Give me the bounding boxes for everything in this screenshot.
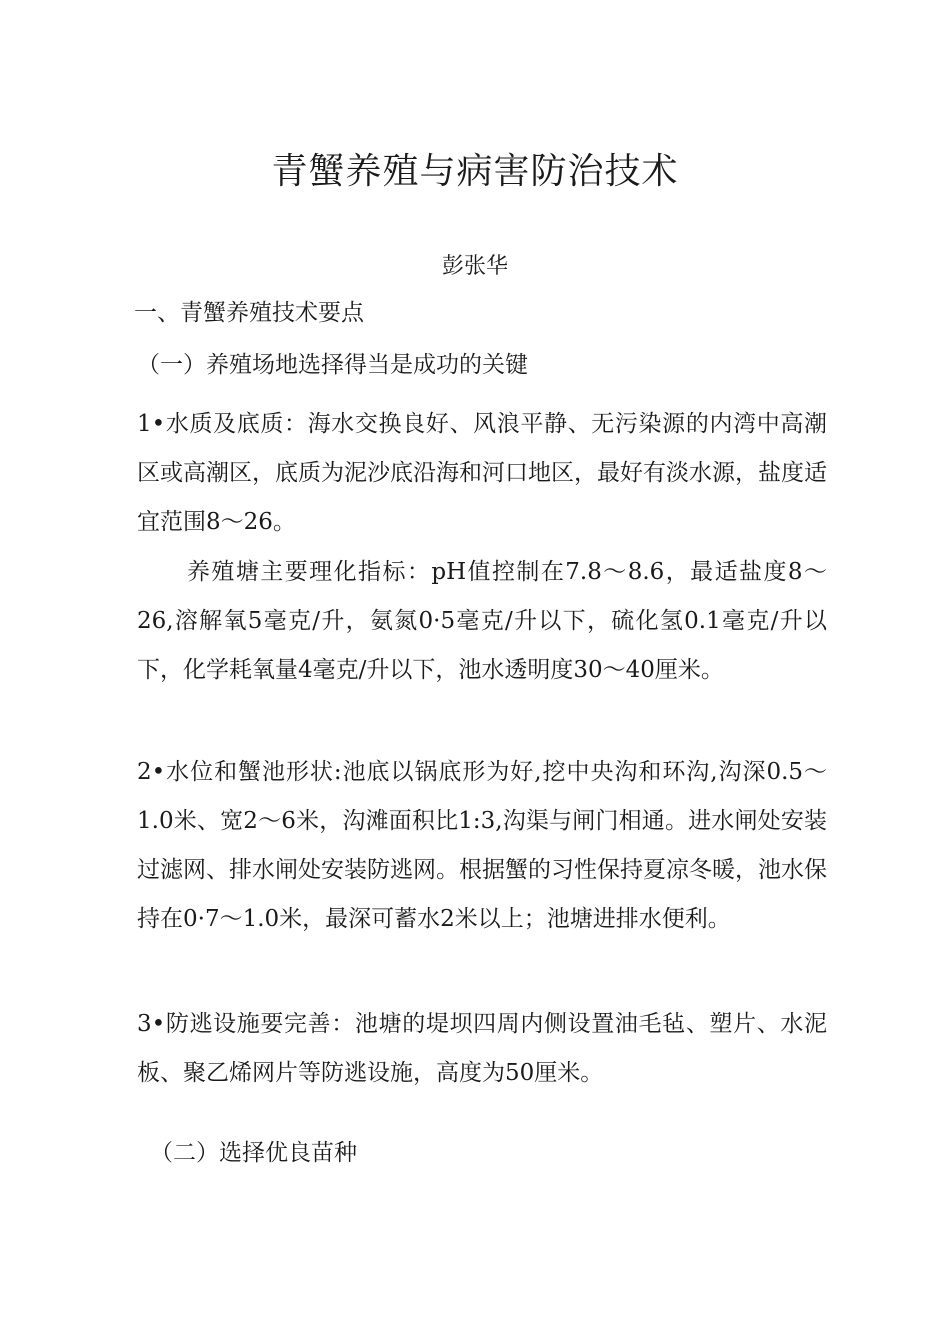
document-title: 青蟹养殖与病害防治技术	[271, 151, 679, 192]
document-author: 彭张华	[441, 254, 508, 279]
paragraph-water-level: 2•水位和蟹池形状:池底以锅底形为好,挖中央沟和环沟,沟深0.5〜1.0米、宽2〜6米，沟滩面积比1:3,沟渠与闸门相通。进水闸处安装过滤网、排水闸处安装防逃网。根据蟹的习性保持夏凉冬暖，池水保持在0·7〜1.0米，最深可蓄水2米以上；池塘进排水便利。	[137, 759, 827, 932]
subsection-heading: （一）养殖场地选择得当是成功的关键	[137, 352, 528, 378]
section-heading: 一、青蟹养殖技术要点	[134, 300, 364, 326]
subsection-heading-2: （二）选择优良苗种	[150, 1140, 357, 1166]
paragraph-water-quality: 1•水质及底质：海水交换良好、风浪平静、无污染源的内湾中高潮区或高潮区，底质为泥沙底沿海和河口地区，最好有淡水源，盐度适宜范围8〜26。	[137, 411, 827, 535]
paragraph-escape-prevention: 3•防逃设施要完善：池塘的堤坝四周内侧设置油毛毡、塑片、水泥板、聚乙烯网片等防逃设施，高度为50厘米。	[137, 1011, 827, 1086]
paragraph-indicators: 养殖塘主要理化指标：pH值控制在7.8〜8.6，最适盐度8〜26,溶解氧5毫克/升，氨氮0·5毫克/升以下，硫化氢0.1毫克/升以下，化学耗氧量4毫克/升以下，池水透明度30〜40厘米。	[137, 559, 827, 683]
